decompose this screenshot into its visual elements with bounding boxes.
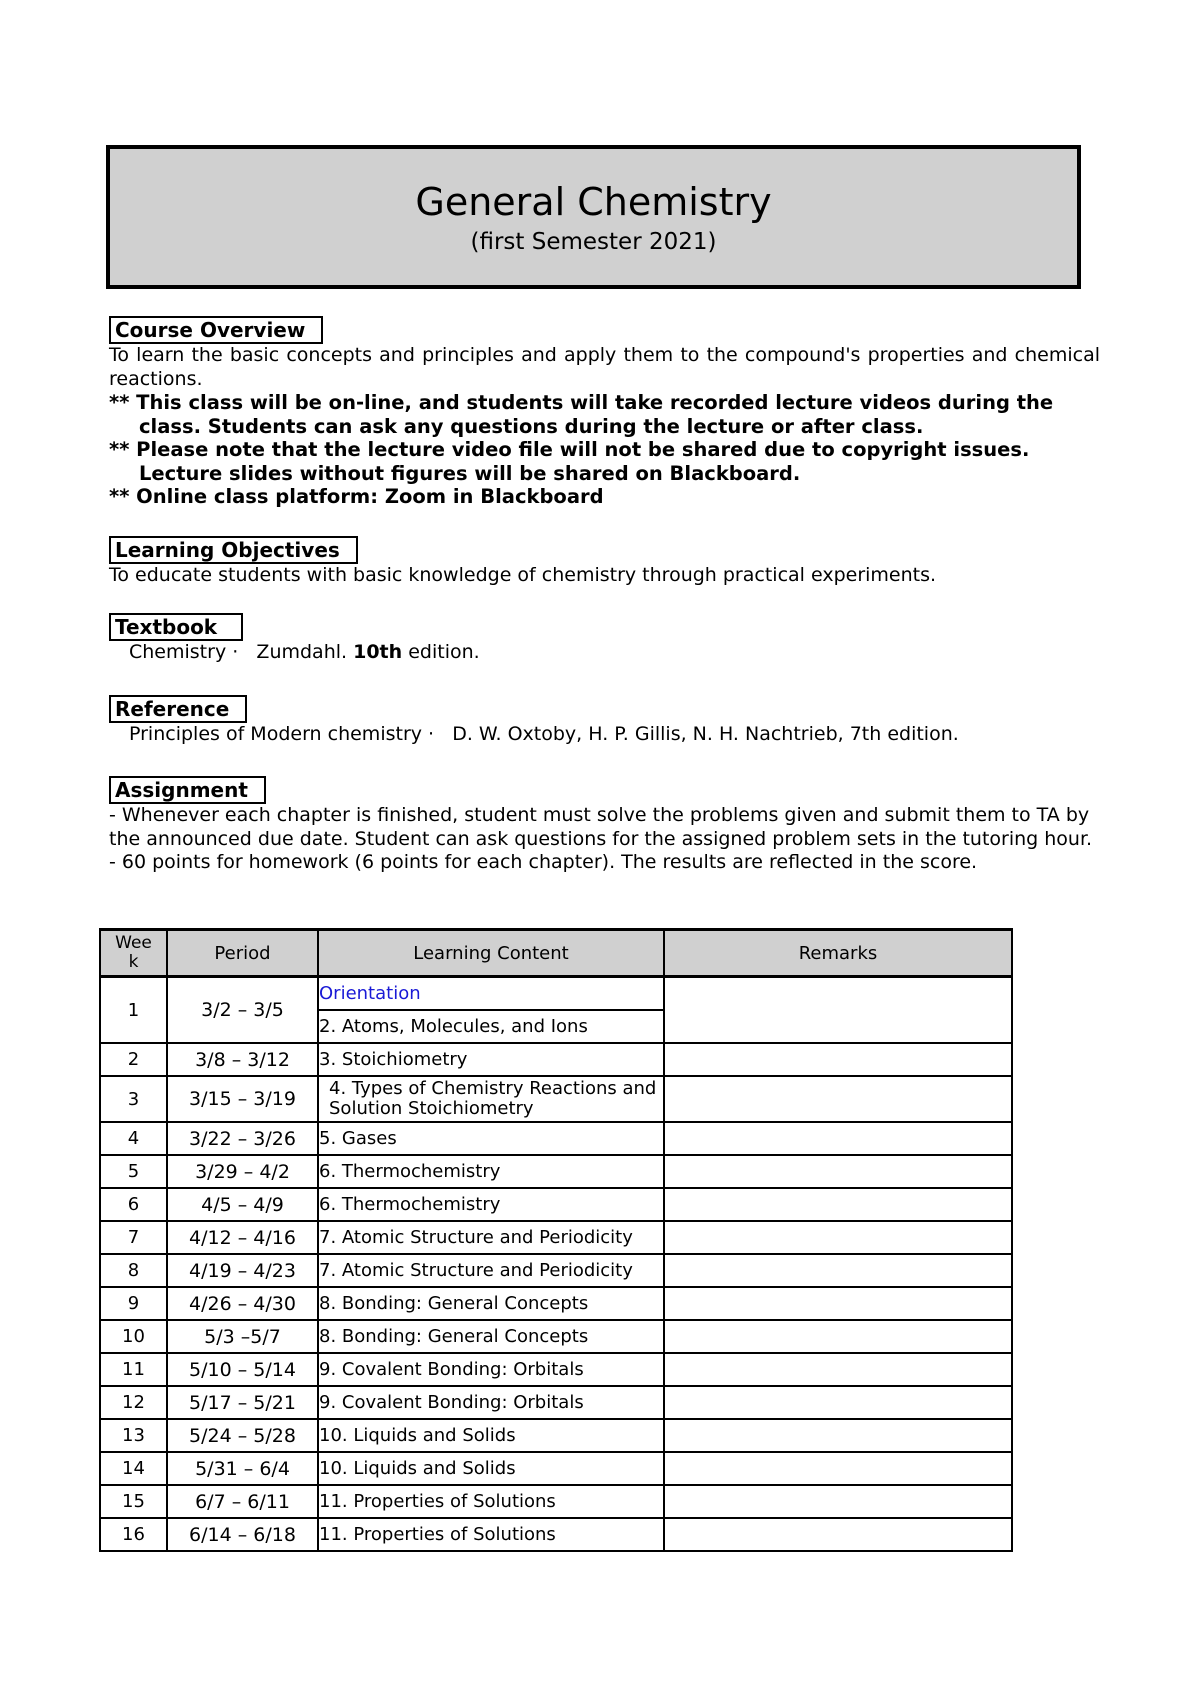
period-cell: 5/24 – 5/28	[167, 1419, 318, 1452]
remarks-cell	[664, 1485, 1012, 1518]
week-cell: 6	[100, 1188, 167, 1221]
overview-note: ** Online class platform: Zoom in Blackboard	[109, 485, 604, 508]
remarks-cell	[664, 1155, 1012, 1188]
table-row	[100, 1419, 1012, 1452]
textbook-section	[109, 613, 1100, 665]
week-cell: 10	[100, 1320, 167, 1353]
table-row	[100, 1452, 1012, 1485]
period-cell: 5/3 –5/7	[167, 1320, 318, 1353]
remarks-cell	[664, 1188, 1012, 1221]
textbook-edition-word: edition.	[408, 641, 480, 663]
period-cell: 3/29 – 4/2	[167, 1155, 318, 1188]
table-row	[100, 1188, 1012, 1221]
header-period: Period	[167, 930, 318, 977]
remarks-cell	[664, 1452, 1012, 1485]
textbook-edition-number: 10th	[353, 641, 403, 663]
remarks-cell	[664, 1419, 1012, 1452]
table-row	[100, 1353, 1012, 1386]
week-cell: 1	[100, 977, 167, 1044]
page-subtitle: (first Semester 2021)	[470, 228, 717, 255]
period-cell: 5/31 – 6/4	[167, 1452, 318, 1485]
week-cell: 9	[100, 1287, 167, 1320]
table-row	[100, 1076, 1012, 1122]
period-cell: 3/15 – 3/19	[167, 1076, 318, 1122]
period-cell: 6/7 – 6/11	[167, 1485, 318, 1518]
period-cell: 5/10 – 5/14	[167, 1353, 318, 1386]
textbook-heading: Textbook	[109, 613, 243, 641]
overview-note: ** This class will be on-line, and students will take recorded lecture videos during the class. Students can ask any questions during the lecture or after class.	[109, 391, 1054, 438]
reference-text: Principles of Modern chemistry · D. W. Oxtoby, H. P. Gillis, N. H. Nachtrieb, 7th edition.	[129, 723, 959, 745]
course-overview-section	[109, 316, 1100, 509]
period-cell: 4/5 – 4/9	[167, 1188, 318, 1221]
content-cell: 6. Thermochemistry	[318, 1188, 664, 1221]
week-cell: 12	[100, 1386, 167, 1419]
textbook-author: Zumdahl.	[256, 641, 348, 663]
content-cell: 3. Stoichiometry	[318, 1043, 664, 1076]
table-row	[100, 1320, 1012, 1353]
content-cell: 10. Liquids and Solids	[318, 1419, 664, 1452]
remarks-cell	[664, 1320, 1012, 1353]
content-cell: 8. Bonding: General Concepts	[318, 1287, 664, 1320]
remarks-cell	[664, 1353, 1012, 1386]
period-cell: 4/26 – 4/30	[167, 1287, 318, 1320]
remarks-cell	[664, 977, 1012, 1044]
assignment-line: - Whenever each chapter is finished, student must solve the problems given and submit them to TA by the announced due date. Student can ask questions for the assigned problem sets in the tutoring hour.	[109, 804, 1093, 850]
period-cell: 3/8 – 3/12	[167, 1043, 318, 1076]
remarks-cell	[664, 1287, 1012, 1320]
page-title: General Chemistry	[415, 180, 772, 224]
schedule-table	[99, 928, 1013, 1552]
header-learning-content: Learning Content	[318, 930, 664, 977]
reference-heading: Reference	[109, 695, 247, 723]
remarks-cell	[664, 1386, 1012, 1419]
content-cell: 9. Covalent Bonding: Orbitals	[318, 1386, 664, 1419]
header-remarks: Remarks	[664, 930, 1012, 977]
week-cell: 15	[100, 1485, 167, 1518]
assignment-section	[109, 776, 1100, 875]
content-cell: 11. Properties of Solutions	[318, 1485, 664, 1518]
table-row	[100, 1518, 1012, 1551]
table-row	[100, 977, 1012, 1011]
content-cell: 2. Atoms, Molecules, and Ions	[318, 1010, 664, 1043]
week-cell: 8	[100, 1254, 167, 1287]
textbook-entry	[109, 641, 1100, 665]
period-cell: 6/14 – 6/18	[167, 1518, 318, 1551]
table-row	[100, 1122, 1012, 1155]
content-cell: 9. Covalent Bonding: Orbitals	[318, 1353, 664, 1386]
period-cell: 3/22 – 3/26	[167, 1122, 318, 1155]
week-cell: 5	[100, 1155, 167, 1188]
week-cell: 3	[100, 1076, 167, 1122]
learning-objectives-heading: Learning Objectives	[109, 536, 358, 564]
table-row	[100, 1485, 1012, 1518]
table-header-row	[100, 930, 1012, 977]
assignment-heading: Assignment	[109, 776, 266, 804]
reference-section	[109, 695, 1100, 747]
table-row	[100, 1287, 1012, 1320]
remarks-cell	[664, 1254, 1012, 1287]
assignment-line: - 60 points for homework (6 points for each chapter). The results are reflected in the score.	[109, 851, 978, 873]
table-row	[100, 1155, 1012, 1188]
period-cell: 3/2 – 3/5	[167, 977, 318, 1044]
content-cell: 11. Properties of Solutions	[318, 1518, 664, 1551]
overview-note: ** Please note that the lecture video file will not be shared due to copyright issues. Lecture slides without figures will be shared on Blackboard.	[109, 438, 1030, 485]
week-cell: 13	[100, 1419, 167, 1452]
content-cell: 7. Atomic Structure and Periodicity	[318, 1221, 664, 1254]
period-cell: 5/17 – 5/21	[167, 1386, 318, 1419]
week-cell: 4	[100, 1122, 167, 1155]
content-cell: 6. Thermochemistry	[318, 1155, 664, 1188]
textbook-title: Chemistry	[129, 641, 227, 663]
content-cell: 4. Types of Chemistry Reactions and Solution Stoichiometry	[318, 1076, 664, 1122]
period-cell: 4/12 – 4/16	[167, 1221, 318, 1254]
course-overview-heading: Course Overview	[109, 316, 323, 344]
title-box	[106, 145, 1081, 289]
content-cell: 5. Gases	[318, 1122, 664, 1155]
remarks-cell	[664, 1221, 1012, 1254]
table-row	[100, 1221, 1012, 1254]
content-cell: Orientation	[318, 977, 664, 1011]
table-row	[100, 1386, 1012, 1419]
week-cell: 7	[100, 1221, 167, 1254]
remarks-cell	[664, 1518, 1012, 1551]
learning-objectives-text: To educate students with basic knowledge of chemistry through practical experiments.	[109, 564, 937, 586]
remarks-cell	[664, 1076, 1012, 1122]
week-cell: 11	[100, 1353, 167, 1386]
learning-objectives-section	[109, 536, 1100, 588]
course-overview-text: To learn the basic concepts and principles and apply them to the compound's properties and chemical reactions.	[109, 344, 1100, 390]
remarks-cell	[664, 1043, 1012, 1076]
week-cell: 16	[100, 1518, 167, 1551]
table-row	[100, 1254, 1012, 1287]
period-cell: 4/19 – 4/23	[167, 1254, 318, 1287]
textbook-separator: ·	[232, 641, 239, 663]
content-cell: 10. Liquids and Solids	[318, 1452, 664, 1485]
content-cell: 8. Bonding: General Concepts	[318, 1320, 664, 1353]
week-cell: 2	[100, 1043, 167, 1076]
content-cell: 7. Atomic Structure and Periodicity	[318, 1254, 664, 1287]
remarks-cell	[664, 1122, 1012, 1155]
table-row	[100, 1043, 1012, 1076]
header-week: Wee k	[100, 930, 167, 977]
week-cell: 14	[100, 1452, 167, 1485]
